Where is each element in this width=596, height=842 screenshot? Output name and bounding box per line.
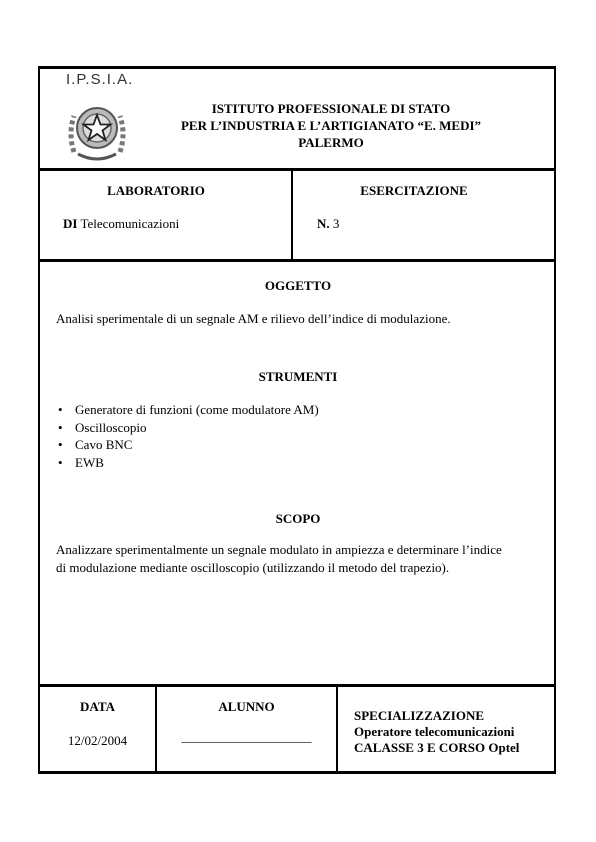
school-city: PALERMO: [298, 135, 364, 150]
scopo-text: [56, 541, 552, 577]
divider-footer-vertical-2: [336, 686, 338, 772]
lab-title: LABORATORIO: [107, 183, 205, 198]
specializzazione-block: [354, 708, 519, 756]
divider-footer: [38, 771, 556, 774]
school-name-line1: ISTITUTO PROFESSIONALE DI STATO: [211, 101, 451, 116]
data-label: DATA: [80, 699, 115, 714]
oggetto-text: Analisi sperimentale di un segnale AM e rilievo dell’indice di modulazione.: [56, 311, 451, 326]
list-item: • Cavo BNC: [56, 436, 319, 454]
oggetto-title: OGGETTO: [264, 278, 332, 293]
lab-value: [63, 216, 179, 232]
lab-name: Telecomunicazioni: [80, 216, 180, 231]
scopo-text-line2: di modulazione mediante oscilloscopio (utilizzando il metodo del trapezio).: [56, 560, 450, 575]
school-name: [140, 100, 522, 151]
divider-header: [38, 168, 556, 171]
list-item: • Oscilloscopio: [56, 419, 319, 437]
scopo-title: SCOPO: [275, 511, 321, 526]
strumenti-list: [56, 401, 319, 471]
exercise-title: ESERCITAZIONE: [360, 183, 468, 198]
alunno-signature-line: ____________________: [181, 729, 312, 744]
strumenti-title: STRUMENTI: [258, 369, 338, 384]
divider-lab: [38, 259, 556, 262]
list-item: • Generatore di funzioni (come modulatore AM): [56, 401, 319, 419]
exercise-prefix: N.: [317, 216, 330, 231]
exercise-value: [317, 216, 339, 232]
specializzazione-title: SPECIALIZZAZIONE: [354, 708, 485, 723]
specializzazione-line2: CALASSE 3 E CORSO Optel: [354, 740, 520, 755]
school-name-line2: PER L’INDUSTRIA E L’ARTIGIANATO “E. MEDI”: [180, 118, 482, 133]
italian-emblem-icon: [64, 94, 130, 164]
lab-prefix: DI: [63, 216, 78, 231]
school-logo-text: I.P.S.I.A.: [66, 71, 134, 88]
alunno-label: ALUNNO: [218, 699, 275, 714]
divider-lab-vertical: [291, 170, 293, 260]
scopo-text-line1: Analizzare sperimentalmente un segnale modulato in ampiezza e determinare l’indice: [56, 542, 502, 557]
specializzazione-line1: Operatore telecomunicazioni: [354, 724, 515, 739]
list-item: • EWB: [56, 454, 319, 472]
divider-body: [38, 684, 556, 687]
data-value: 12/02/2004: [67, 733, 128, 748]
exercise-number: 3: [332, 216, 340, 231]
